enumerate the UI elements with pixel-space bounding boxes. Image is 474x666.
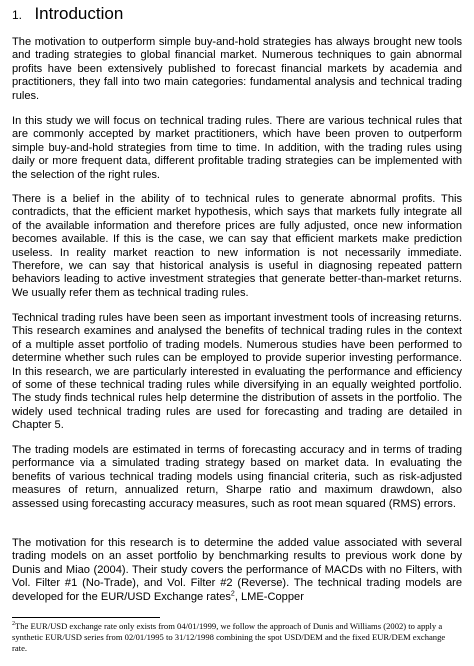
footnote: [12, 621, 462, 654]
paragraph-4: Technical trading rules have been seen as important investment tools of increasing returns. This research examines and analysed the benefits of technical trading rules in the context of a multiple asset portfolio of trading models. Numerous studies have been performed to determine whether such rules can be employed to provide superior investing performance. In this research, we are particularly interested in evaluating the performance and efficiency of some of these technical trading rules while diversifying in an equally weighted portfolio. The study finds technical rules help determine the distribution of assets in the portfolio. The widely used technical trading rules are used for forecasting and trading are detailed in Chapter 5.: [12, 312, 462, 432]
paragraph-6-text: The motivation for this research is to determine the added value associated with several trading models on an asset portfolio by benchmarking results to previous work done by Dunis and Miao (2004). Their study covers the performance of MACDs with no Filters, with Vol. Filter #1 (No-Trade), and Vol. Filter #2 (Reverse). The technical trading models are developed for the EUR/USD Exchange rates: [12, 537, 462, 603]
paragraph-1: The motivation to outperform simple buy-and-hold strategies has always brought new tools and trading strategies to global financial market. Numerous techniques to gain abnormal profits have been extensively published to forecast financial markets by academia and practitioners, they fall into two main categories: fundamental analysis and technical trading rules.: [12, 36, 462, 102]
paragraph-5: The trading models are estimated in terms of forecasting accuracy and in terms of trading performance via a simulated trading strategy based on market data. In evaluating the benefits of various technical trading models using financial criteria, such as risk-adjusted measures of return, annualized return, Sharpe ratio and maximum drawdown, also assessed using forecasting accuracy measures, such as root mean squared (RMS) errors.: [12, 444, 462, 510]
paragraph-6-continuation: , LME-Copper: [234, 590, 304, 603]
footnote-marker: 2: [12, 621, 15, 628]
paragraph-6: [12, 537, 462, 604]
paragraph-2: In this study we will focus on technical trading rules. There are various technical rules that are commonly accepted by market practitioners, which have been proven to outperform simple buy-and-hold strategies from time to time. In addition, with the trading rules using daily or more frequent data, different profitable trading strategies can be implemented with the selection of the right rules.: [12, 115, 462, 181]
footnote-separator: [12, 617, 160, 618]
footnote-text: The EUR/USD exchange rate only exists from 04/01/1999, we follow the approach of Dunis and Williams (2002) to apply a synthetic EUR/USD series from 02/01/1995 to 31/12/1998 combining the spot USD/DEM and the fixed EUR/DEM exchange rate.: [12, 621, 446, 653]
section-heading: [12, 4, 123, 24]
section-number: 1.: [12, 8, 23, 22]
footnote-reference[interactable]: 2: [230, 589, 235, 597]
paragraph-3: There is a belief in the ability of to technical rules to generate abnormal profits. This contradicts, that the efficient market hypothesis, which says that markets fully integrate all of the available information and therefore prices are fully adjusted, once new information becomes available. If this is the case, we can say that efficient markets make prediction useless. In reality market reaction to new information is not necessarily immediate. Therefore, we can say that historical analysis is useful in diagnosing repeated pattern behaviors leading to active investment strategies that generate better-than-market returns. We usually refer them as technical trading rules.: [12, 193, 462, 299]
section-title: Introduction: [34, 4, 124, 23]
